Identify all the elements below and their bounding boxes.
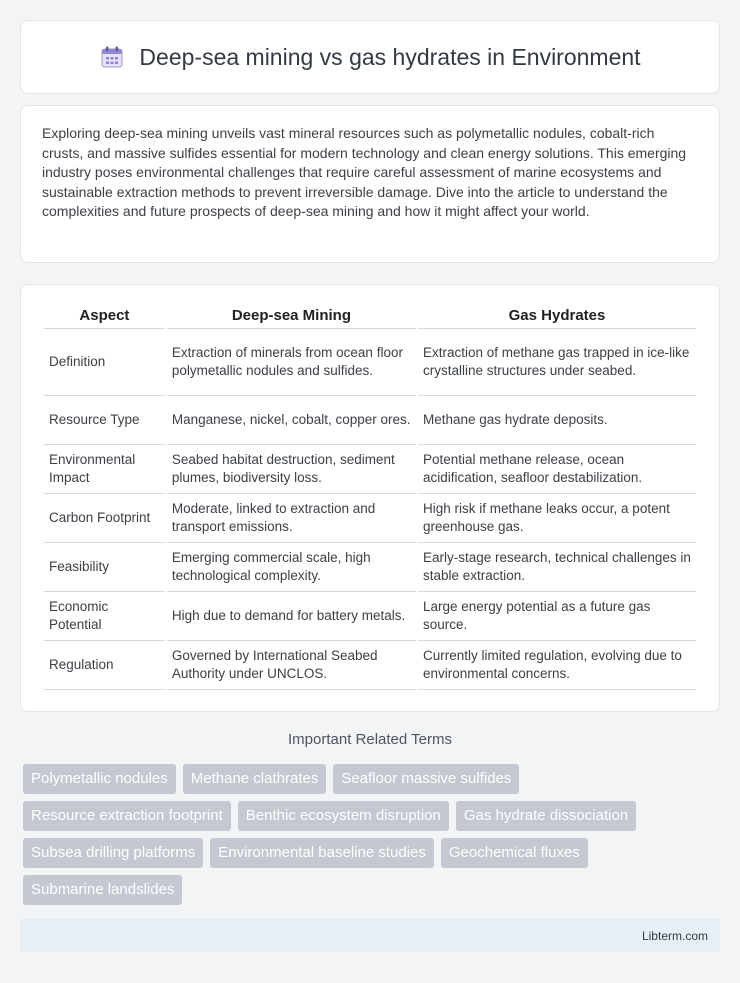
cell-gas-hydrates: Large energy potential as a future gas source. xyxy=(418,592,696,641)
related-term-tag[interactable]: Subsea drilling platforms xyxy=(23,838,203,868)
table-row xyxy=(44,329,696,396)
calendar-icon xyxy=(99,44,125,70)
cell-aspect: Feasibility xyxy=(44,543,165,592)
header-card xyxy=(20,20,720,94)
table-header-row xyxy=(44,303,696,329)
cell-deep-sea-mining: Governed by International Seabed Authority under UNCLOS. xyxy=(167,641,416,690)
comparison-card xyxy=(20,284,720,712)
cell-aspect: Resource Type xyxy=(44,396,165,445)
table-row xyxy=(44,641,696,690)
related-term-tag[interactable]: Gas hydrate dissociation xyxy=(456,801,636,831)
comparison-table xyxy=(42,303,698,690)
column-header-gas-hydrates: Gas Hydrates xyxy=(418,303,696,329)
cell-gas-hydrates: Potential methane release, ocean acidification, seafloor destabilization. xyxy=(418,445,696,494)
footer xyxy=(20,919,720,952)
table-row xyxy=(44,592,696,641)
cell-deep-sea-mining: Manganese, nickel, cobalt, copper ores. xyxy=(167,396,416,445)
cell-deep-sea-mining: High due to demand for battery metals. xyxy=(167,592,416,641)
related-term-tag[interactable]: Polymetallic nodules xyxy=(23,764,176,794)
page-title: Deep-sea mining vs gas hydrates in Environment xyxy=(139,43,641,70)
column-header-aspect: Aspect xyxy=(44,303,165,329)
related-term-tag[interactable]: Methane clathrates xyxy=(183,764,327,794)
related-terms-list xyxy=(23,764,713,905)
related-term-tag[interactable]: Environmental baseline studies xyxy=(210,838,434,868)
cell-aspect: Regulation xyxy=(44,641,165,690)
related-terms-heading: Important Related Terms xyxy=(288,731,452,748)
cell-gas-hydrates: Methane gas hydrate deposits. xyxy=(418,396,696,445)
table-row xyxy=(44,543,696,592)
table-row xyxy=(44,396,696,445)
cell-aspect: Carbon Footprint xyxy=(44,494,165,543)
cell-deep-sea-mining: Moderate, linked to extraction and transport emissions. xyxy=(167,494,416,543)
related-term-tag[interactable]: Benthic ecosystem disruption xyxy=(238,801,449,831)
column-header-deep-sea-mining: Deep-sea Mining xyxy=(167,303,416,329)
related-term-tag[interactable]: Geochemical fluxes xyxy=(441,838,588,868)
cell-gas-hydrates: High risk if methane leaks occur, a potent greenhouse gas. xyxy=(418,494,696,543)
cell-gas-hydrates: Extraction of methane gas trapped in ice-like crystalline structures under seabed. xyxy=(418,329,696,396)
related-term-tag[interactable]: Seafloor massive sulfides xyxy=(333,764,519,794)
cell-gas-hydrates: Early-stage research, technical challenges in stable extraction. xyxy=(418,543,696,592)
cell-aspect: Environmental Impact xyxy=(44,445,165,494)
cell-deep-sea-mining: Extraction of minerals from ocean floor polymetallic nodules and sulfides. xyxy=(167,329,416,396)
table-row xyxy=(44,445,696,494)
intro-card xyxy=(20,105,720,263)
related-term-tag[interactable]: Submarine landslides xyxy=(23,875,182,905)
cell-deep-sea-mining: Seabed habitat destruction, sediment plumes, biodiversity loss. xyxy=(167,445,416,494)
table-row xyxy=(44,494,696,543)
intro-text: Exploring deep-sea mining unveils vast mineral resources such as polymetallic nodules, cobalt-rich crusts, and massive sulfides essential for modern technology and clean energy solutions. This emerging industry poses environmental challenges that require careful assessment of marine ecosystems and sustainable extraction methods to prevent irreversible damage. Dive into the article to understand the complexities and future prospects of deep-sea mining and how it might affect your world. xyxy=(42,125,687,219)
cell-aspect: Definition xyxy=(44,329,165,396)
cell-gas-hydrates: Currently limited regulation, evolving due to environmental concerns. xyxy=(418,641,696,690)
related-term-tag[interactable]: Resource extraction footprint xyxy=(23,801,231,831)
cell-aspect: Economic Potential xyxy=(44,592,165,641)
cell-deep-sea-mining: Emerging commercial scale, high technological complexity. xyxy=(167,543,416,592)
footer-site-link[interactable]: Libterm.com xyxy=(641,928,708,943)
